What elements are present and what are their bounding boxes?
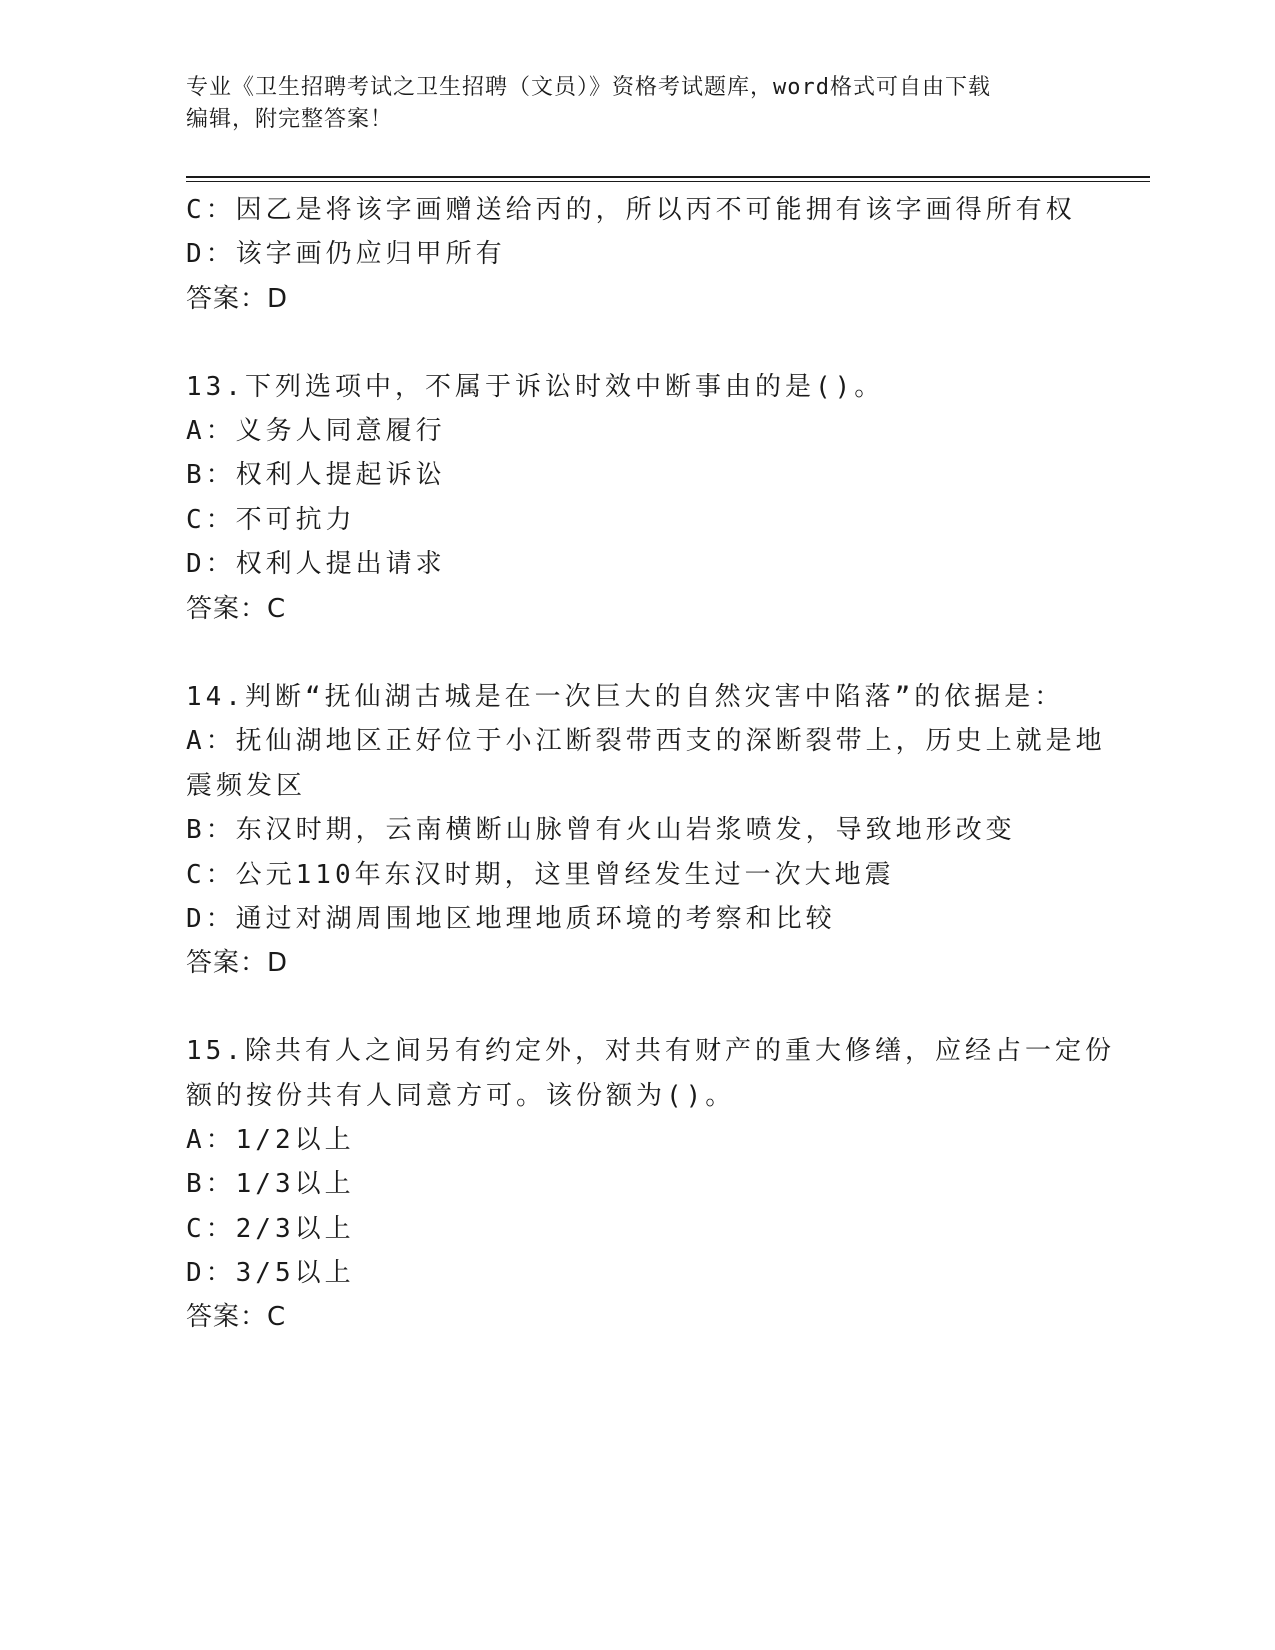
header-divider-thick [186, 176, 1150, 178]
q15-answer: 答案：C [186, 1302, 287, 1332]
document-header [186, 72, 1086, 136]
q13-stem: 13.下列选项中，不属于诉讼时效中断事由的是()。 [186, 372, 885, 402]
q13-option-b: B：权利人提起诉讼 [186, 460, 446, 490]
q14-option-a-line-2: 震频发区 [186, 771, 307, 801]
q14-option-b: B：东汉时期，云南横断山脉曾有火山岩浆喷发，导致地形改变 [186, 815, 1016, 845]
q14-answer: 答案：D [186, 948, 289, 978]
prev-option-c: C：因乙是将该字画赠送给丙的，所以丙不可能拥有该字画得所有权 [186, 195, 1076, 225]
q15-stem-line-1: 15.除共有人之间另有约定外，对共有财产的重大修缮，应经占一定份 [186, 1036, 1115, 1066]
q15-stem-line-2: 额的按份共有人同意方可。该份额为()。 [186, 1081, 736, 1111]
q15-option-a: A：1/2以上 [186, 1125, 355, 1155]
header-line-2: 编辑，附完整答案！ [186, 107, 394, 132]
q13-answer: 答案：C [186, 594, 287, 624]
q14-option-a-line-1: A：抚仙湖地区正好位于小江断裂带西支的深断裂带上，历史上就是地 [186, 726, 1106, 756]
q13-option-a: A：义务人同意履行 [186, 416, 446, 446]
q15-option-d: D：3/5以上 [186, 1258, 355, 1288]
q14-option-c: C：公元110年东汉时期，这里曾经发生过一次大地震 [186, 860, 895, 890]
prev-option-d: D：该字画仍应归甲所有 [186, 239, 506, 269]
header-divider-thin [186, 181, 1150, 182]
q14-stem: 14.判断“抚仙湖古城是在一次巨大的自然灾害中陷落”的依据是： [186, 682, 1065, 712]
prev-answer: 答案：D [186, 284, 289, 314]
q15-option-b: B：1/3以上 [186, 1169, 355, 1199]
q15-option-c: C：2/3以上 [186, 1214, 355, 1244]
q14-option-d: D：通过对湖周围地区地理地质环境的考察和比较 [186, 904, 836, 934]
q13-option-c: C：不可抗力 [186, 505, 356, 535]
header-line-1: 专业《卫生招聘考试之卫生招聘（文员）》资格考试题库，word格式可自由下载 [186, 75, 991, 100]
q13-option-d: D：权利人提出请求 [186, 549, 446, 579]
